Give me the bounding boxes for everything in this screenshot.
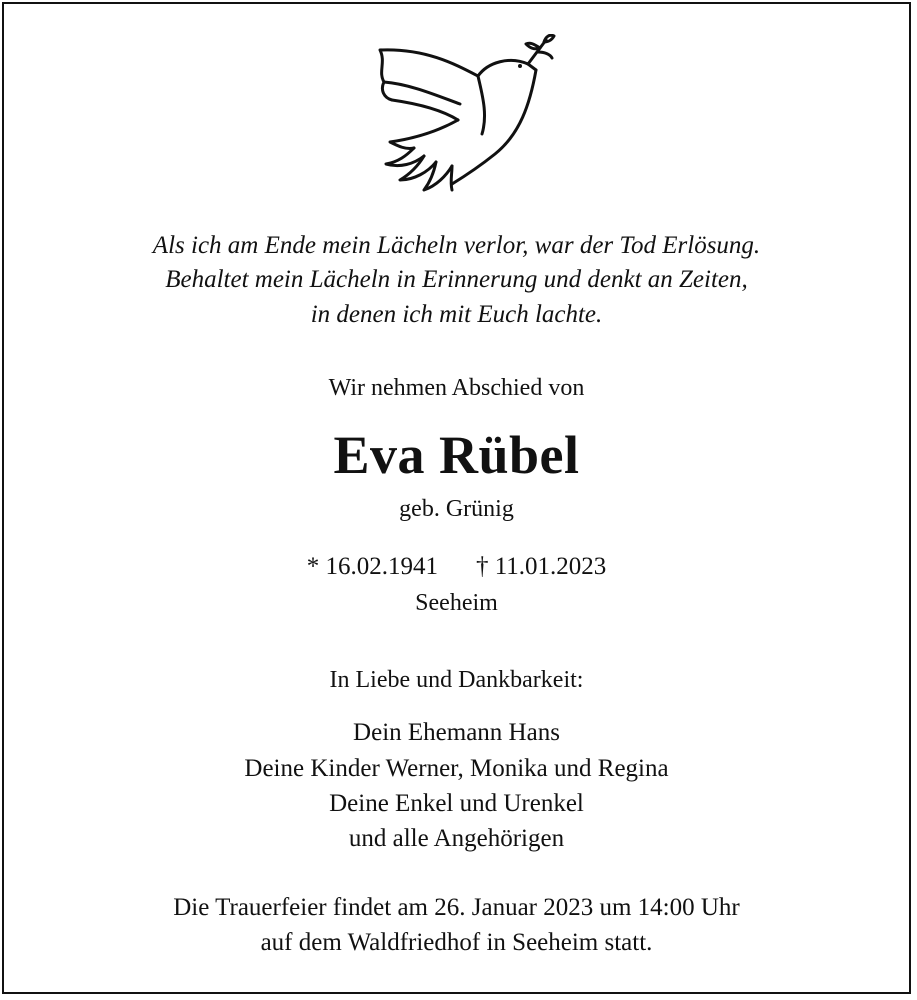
closing-line: In Liebe und Dankbarkeit:	[329, 667, 584, 693]
maiden-name: geb. Grünig	[399, 496, 514, 522]
farewell-intro: Wir nehmen Abschied von	[328, 375, 585, 401]
mourner-line: Deine Enkel und Urenkel	[329, 790, 584, 817]
funeral-service-line: Die Trauerfeier findet am 26. Januar 2023 um 14:00 Uhr	[173, 894, 740, 921]
deceased-name: Eva Rübel	[333, 425, 580, 485]
birth-date: * 16.02.1941	[306, 553, 438, 580]
mourner-line: und alle Angehörigen	[348, 825, 565, 852]
quote-line: Als ich am Ende mein Lächeln verlor, war der Tod Erlösung.	[152, 232, 761, 259]
mourner-line: Dein Ehemann Hans	[353, 719, 560, 746]
quote-line: in denen ich mit Euch lachte.	[310, 301, 603, 328]
life-dates	[0, 553, 913, 581]
quote-line: Behaltet mein Lächeln in Erinnerung und denkt an Zeiten,	[165, 266, 748, 293]
funeral-service-line: auf dem Waldfriedhof in Seeheim statt.	[260, 929, 653, 956]
mourner-line: Deine Kinder Werner, Monika und Regina	[244, 755, 669, 782]
death-date: † 11.01.2023	[475, 553, 607, 580]
place: Seeheim	[415, 590, 498, 616]
dove-with-olive-branch-icon	[370, 34, 560, 196]
